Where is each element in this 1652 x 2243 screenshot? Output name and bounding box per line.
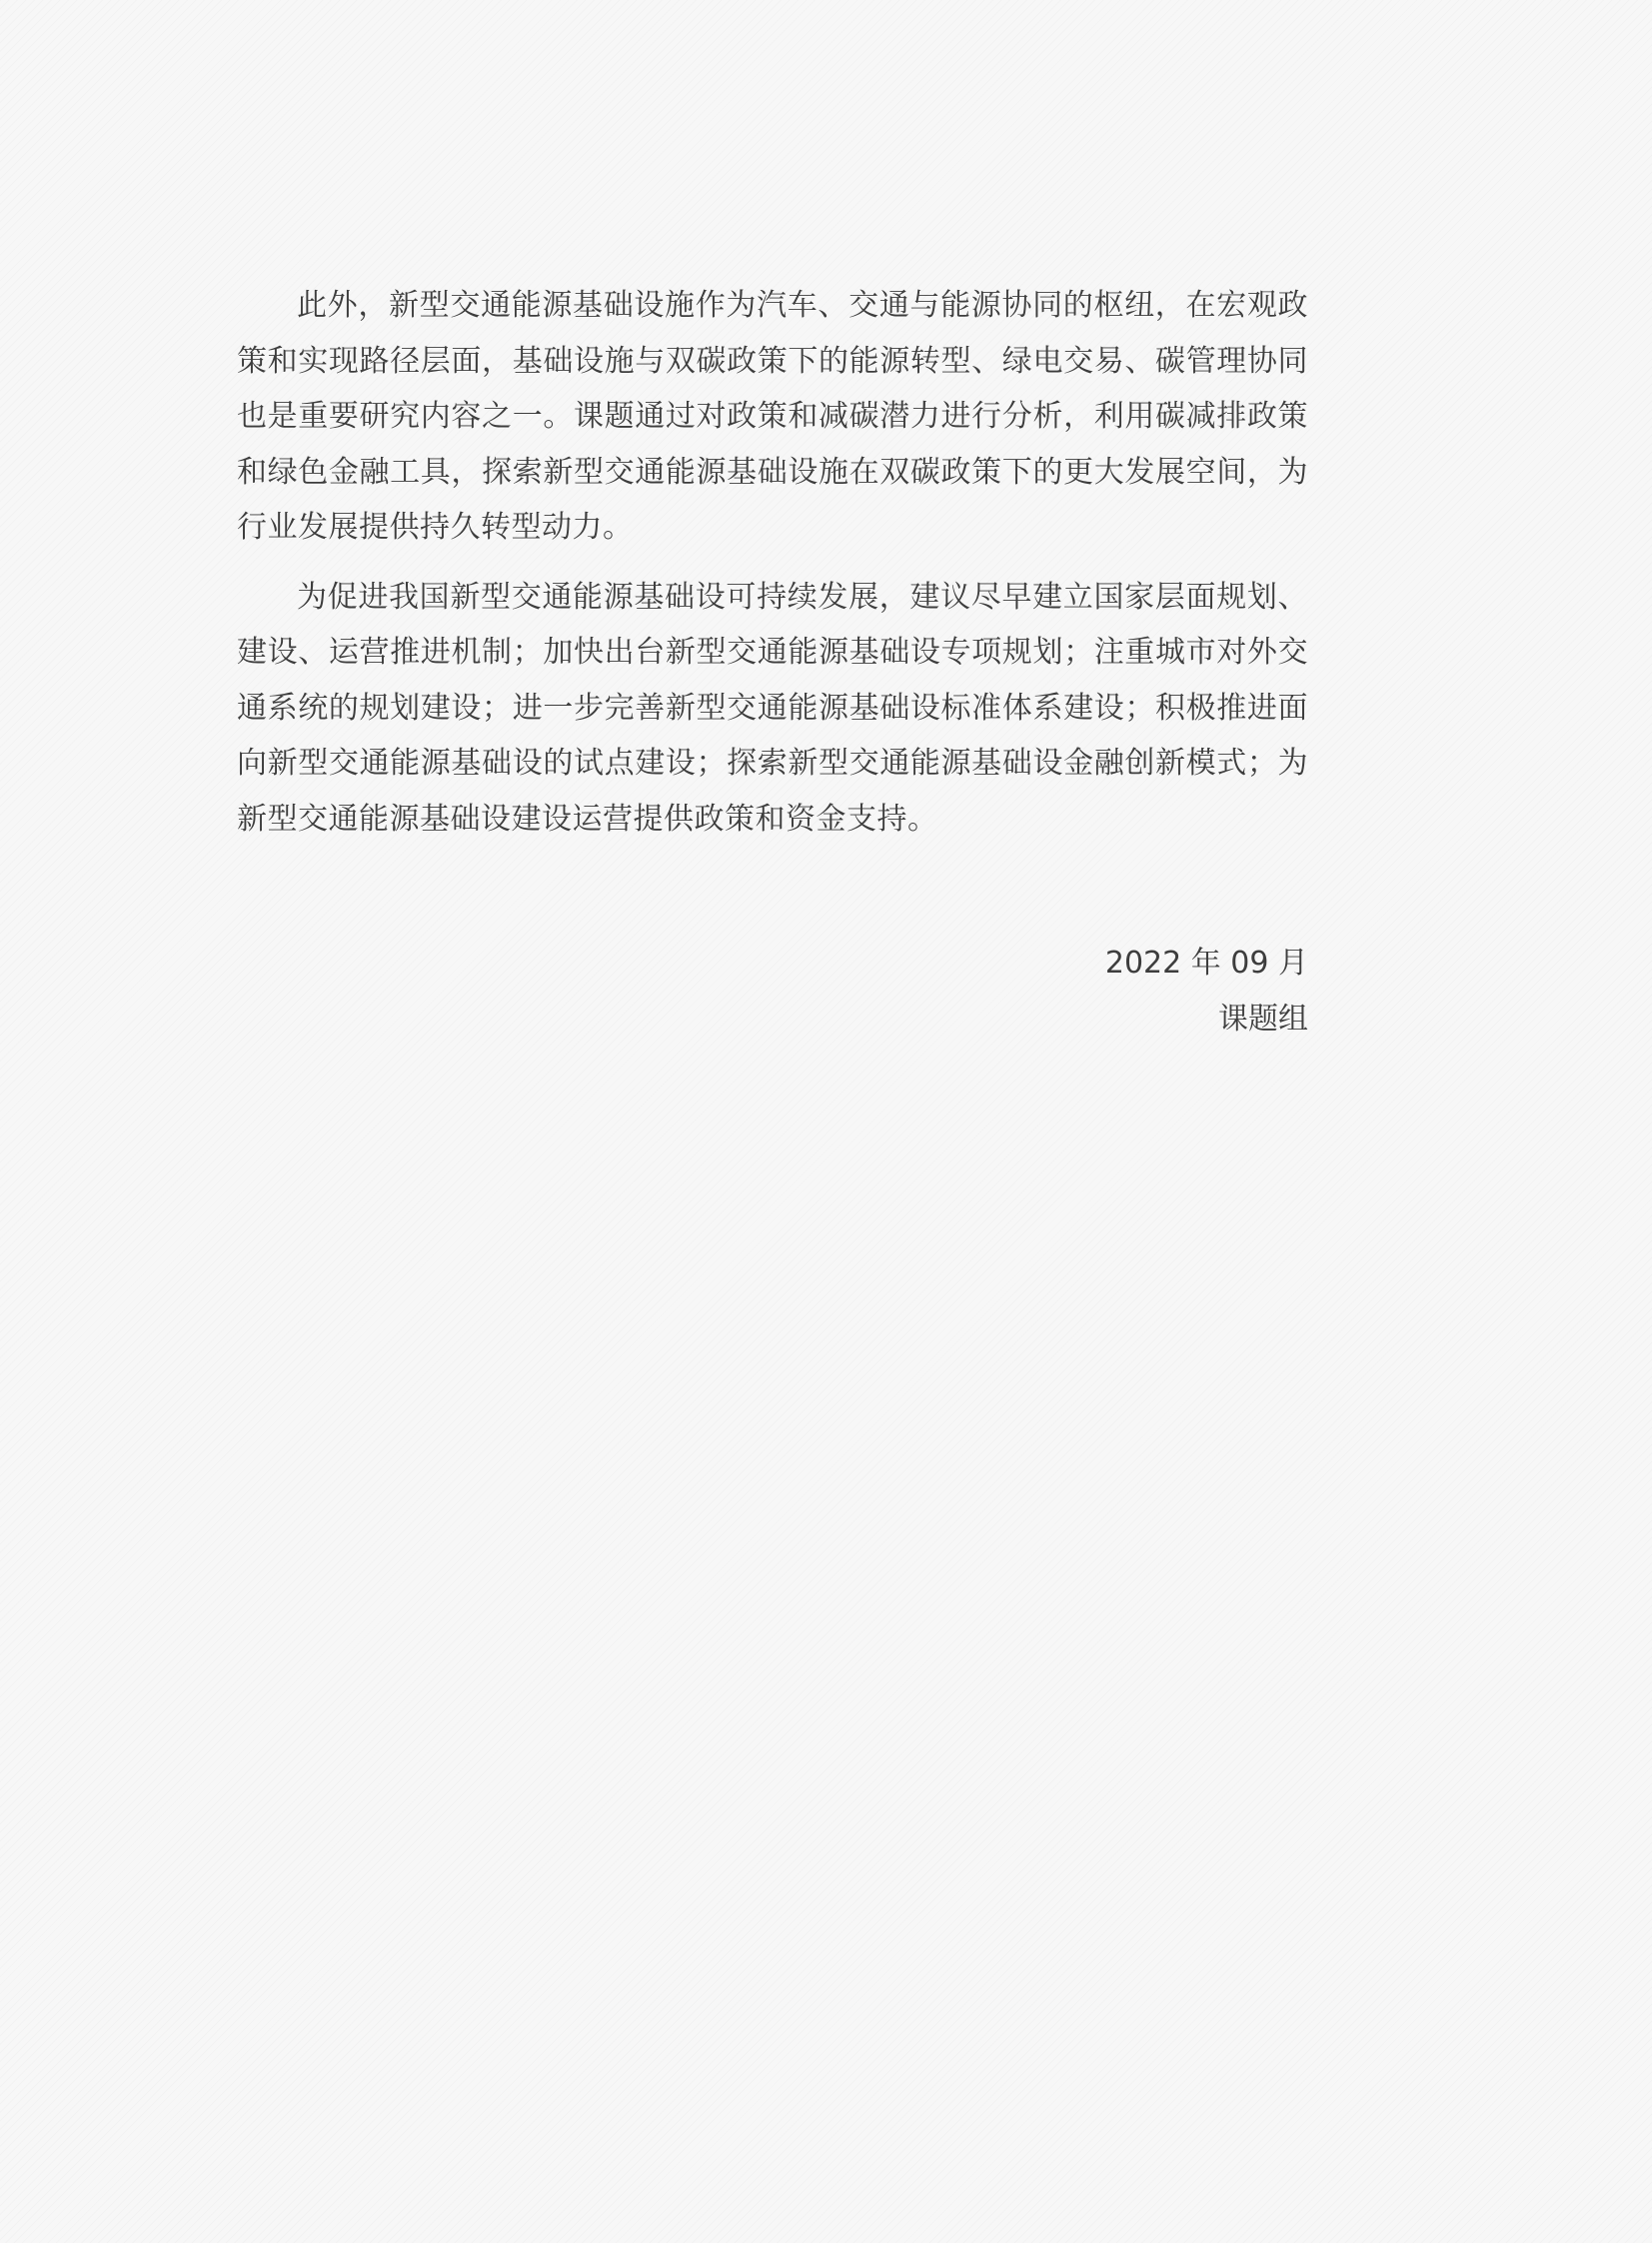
signature-author: 课题组: [1218, 1002, 1308, 1037]
signature-block: [237, 936, 1308, 1048]
paragraph-1: 此外，新型交通能源基础设施作为汽车、交通与能源协同的枢纽，在宏观政策和实现路径层面，基础设施与双碳政策下的能源转型、绿电交易、碳管理协同也是重要研究内容之一。课题通过对政策和减碳潜力进行分析，利用碳减排政策和绿色金融工具，探索新型交通能源基础设施在双碳政策下的更大发展空间，为行业发展提供持久转型动力。: [237, 288, 1308, 545]
document-body: [237, 278, 1308, 861]
signature-date: 2022 年 09 月: [1104, 946, 1308, 981]
paragraph-2: 为促进我国新型交通能源基础设可持续发展，建议尽早建立国家层面规划、建设、运营推进机制；加快出台新型交通能源基础设专项规划；注重城市对外交通系统的规划建设；进一步完善新型交通能源基础设标准体系建设；积极推进面向新型交通能源基础设的试点建设；探索新型交通能源基础设金融创新模式；为新型交通能源基础设建设运营提供政策和资金支持。: [237, 579, 1308, 837]
